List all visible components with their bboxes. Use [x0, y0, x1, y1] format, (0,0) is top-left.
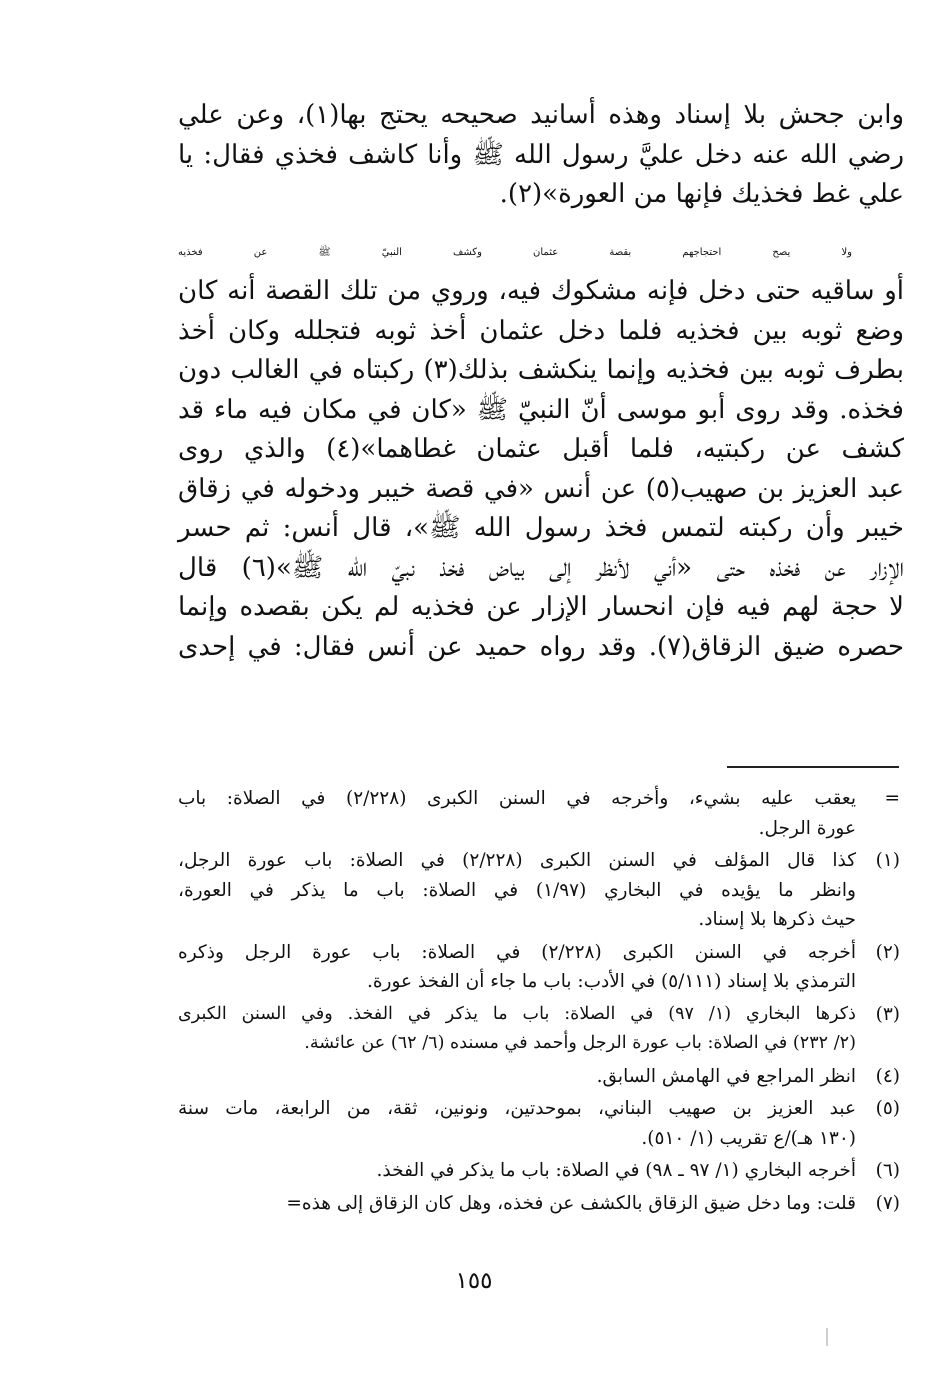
footnote — [178, 1189, 900, 1219]
footnote-text — [178, 1094, 856, 1153]
footnotes — [178, 784, 900, 1221]
footnote-line: يعقب عليه بشيء، وأخرجه في السنن الكبرى (٢/٢٢٨) في الصلاة: باب — [178, 788, 856, 809]
text-line: رضي الله عنه دخل عليَّ رسول الله ﷺ وأنا كاشف فخذي فقال: يا — [178, 139, 904, 170]
text-line: حصره ضيق الزقاق(٧). وقد رواه حميد عن أنس فقال: في إحدى — [178, 631, 904, 662]
footnote — [178, 1000, 900, 1059]
text-line: ولا يصح احتجاجهم بقصة عثمان وكشف النبيّ ﷺ عن فخذيه — [178, 246, 852, 258]
footnote-line: وانظر ما يؤيده في البخاري (١/٩٧) في الصلاة: باب ما يذكر في العورة، — [178, 879, 856, 901]
paragraph — [178, 233, 904, 668]
footnote-text — [178, 784, 856, 843]
footnote-line: قلت: وما دخل ضيق الزقاق بالكشف عن فخذه، وهل كان الزقاق إلى هذه= — [286, 1192, 856, 1214]
footnote — [178, 938, 900, 997]
footnote-marker: (٢) — [875, 941, 900, 963]
footnote-line: أخرجه البخاري (١/ ٩٧ ـ ٩٨) في الصلاة: باب ما يذكر في الفخذ. — [376, 1160, 856, 1181]
text-line: الإزار عن فخذه حتى «أني لأنظر إلى بياض فخذ نبيّ الله ﷺ»(٦) قال — [178, 552, 904, 583]
footnote-marker: (٧) — [875, 1192, 900, 1214]
footnote-marker: (٥) — [875, 1098, 900, 1119]
footnote-line: عورة الرجل. — [758, 817, 856, 839]
footnote-line: عبد العزيز بن صهيب البناني، بموحدتين، ونونين، ثقة، من الرابعة، مات سنة — [178, 1098, 856, 1119]
text-line: علي غط فخذيك فإنها من العورة»(٢). — [499, 179, 904, 209]
scan-mark — [826, 1328, 828, 1346]
footnote-line: الترمذي بلا إسناد (٥/١١١) في الأدب: باب ما جاء أن الفخذ عورة. — [366, 971, 856, 992]
footnote-marker: (٣) — [875, 1003, 900, 1025]
footnote-text — [178, 1156, 856, 1186]
footnote — [178, 1156, 900, 1186]
footnote-line: انظر المراجع في الهامش السابق. — [596, 1065, 856, 1087]
page-number: ١٥٥ — [455, 1268, 493, 1294]
footnote — [178, 846, 900, 935]
footnote-line: كذا قال المؤلف في السنن الكبرى (٢/٢٢٨) في الصلاة: باب عورة الرجل، — [178, 850, 857, 871]
text-line: فخذه. وقد روى أبو موسى أنّ النبيّ ﷺ «كان في مكان فيه ماء قد — [178, 394, 904, 425]
text-line: لا حجة لهم فيه فإن انحسار الإزار عن فخذيه لم يكن بقصده وإنما — [178, 592, 904, 622]
text-line: خيبر وأن ركبته لتمس فخذ رسول الله ﷺ»، قال أنس: ثم حسر — [178, 513, 904, 543]
footnote-line: ذكرها البخاري (١/ ٩٧) في الصلاة: باب ما يذكر في الفخذ. وفي السنن الكبرى — [178, 1003, 856, 1024]
footnote-marker: (٦) — [875, 1160, 900, 1181]
footnote — [178, 1062, 900, 1092]
text-line: عبد العزيز بن صهيب(٥) عن أنس «في قصة خيبر ودخوله في زقاق — [178, 473, 904, 504]
text-line: كشف عن ركبتيه، فلما أقبل عثمان غطاهما»(٤) والذي روى — [178, 434, 905, 464]
footnote-marker: (٤) — [875, 1065, 900, 1087]
footnote-text — [178, 1062, 856, 1092]
footnote-line: (١٣٠ هـ)/ع تقريب (١/ ٥١٠). — [641, 1127, 856, 1149]
text-line: بطرف ثوبه بين فخذيه وإنما ينكشف بذلك(٣) ركبتاه في الغالب دون — [178, 355, 904, 385]
footnote-marker: = — [884, 788, 900, 809]
footnote-text — [178, 1000, 856, 1059]
footnote-marker: (١) — [875, 850, 900, 871]
footnote-line: (٢/ ٢٣٢) في الصلاة: باب عورة الرجل وأحمد في مسنده (٦/ ٦٢) عن عائشة. — [304, 1033, 856, 1053]
footnote-text — [178, 938, 856, 997]
paragraph — [178, 96, 904, 215]
footnote-text — [178, 1189, 856, 1219]
main-text — [178, 96, 904, 667]
footnote-separator — [727, 766, 899, 768]
footnote-text — [178, 846, 856, 935]
footnote-line: أخرجه في السنن الكبرى (٢/٢٢٨) في الصلاة: باب عورة الرجل وذكره — [178, 941, 856, 963]
text-line: أو ساقيه حتى دخل فإنه مشكوك فيه، وروي من تلك القصة أنه كان — [178, 276, 904, 306]
text-line: وضع ثوبه بين فخذيه فلما دخل عثمان أخذ ثوبه فتجلله وكان أخذ — [178, 315, 904, 346]
footnote — [178, 784, 900, 843]
footnote-line: حيث ذكرها بلا إسناد. — [698, 909, 856, 930]
footnote — [178, 1094, 900, 1153]
text-line: وابن جحش بلا إسناد وهذه أسانيد صحيحه يحتج بها(١)، وعن علي — [178, 100, 905, 130]
